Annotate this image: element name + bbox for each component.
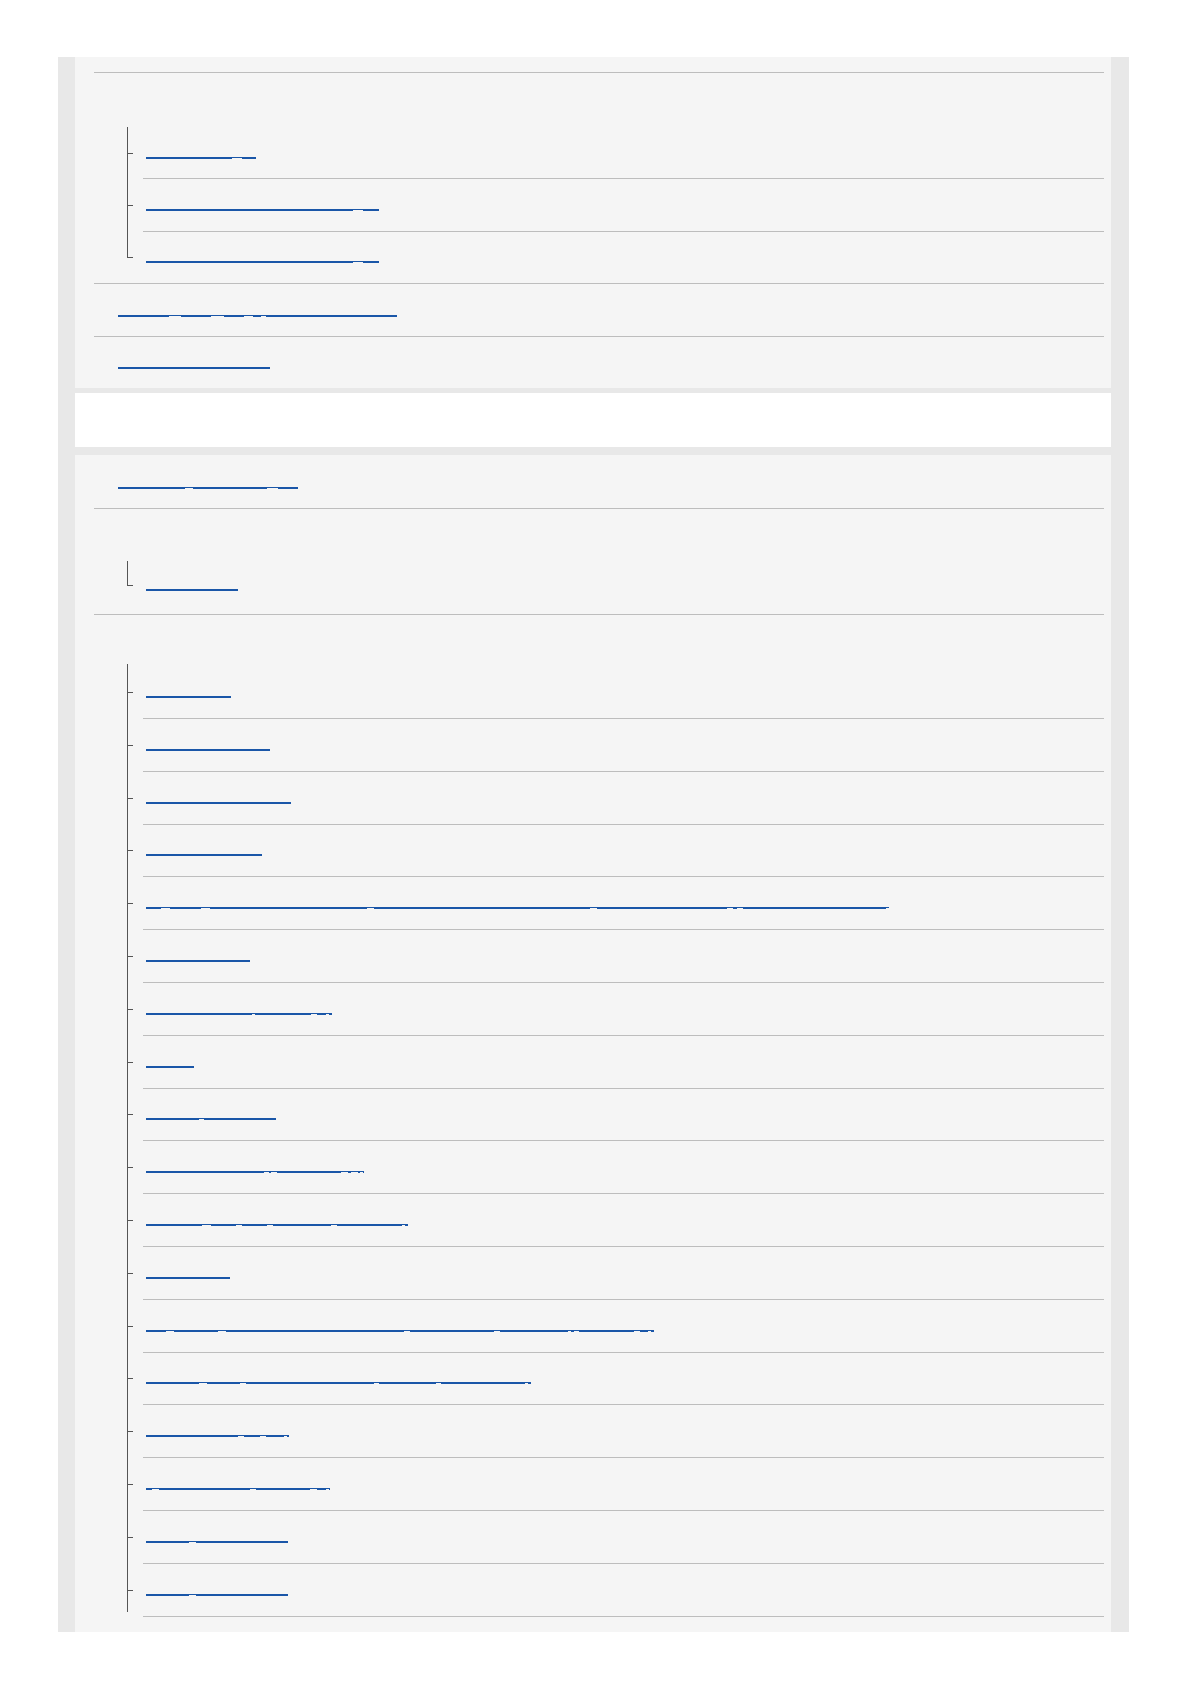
- subtopic-link[interactable]: [146, 954, 250, 962]
- divider: [94, 283, 1104, 284]
- divider: [143, 1088, 1104, 1089]
- tree-tick: [127, 1431, 133, 1432]
- tree-tick: [127, 1273, 133, 1274]
- topic-link[interactable]: [118, 309, 397, 317]
- divider: [94, 614, 1104, 615]
- divider: [143, 1457, 1104, 1458]
- subtopic-link[interactable]: [146, 1165, 364, 1173]
- subtopic-link[interactable]: [146, 796, 291, 804]
- divider: [143, 1246, 1104, 1247]
- section-gap: [75, 393, 1111, 447]
- subtopic-link[interactable]: [146, 1218, 408, 1226]
- tree-tick: [127, 1378, 133, 1379]
- tree-tick: [127, 1220, 133, 1221]
- tree-tick: [127, 1484, 133, 1485]
- tree-tick: [127, 1326, 133, 1327]
- tree-tick: [127, 798, 133, 799]
- tree-tick: [127, 1167, 133, 1168]
- divider: [143, 771, 1104, 772]
- subtopic-link[interactable]: [146, 1112, 276, 1120]
- subtopic-link[interactable]: [146, 1324, 654, 1332]
- divider: [143, 178, 1104, 179]
- subtopic-link[interactable]: [146, 255, 379, 263]
- divider: [143, 1299, 1104, 1300]
- divider: [94, 336, 1104, 337]
- subtopic-link[interactable]: [146, 901, 889, 909]
- subtopic-link[interactable]: [146, 690, 231, 698]
- divider: [143, 1140, 1104, 1141]
- subtopic-link[interactable]: [146, 583, 238, 591]
- divider: [143, 982, 1104, 983]
- divider: [143, 1035, 1104, 1036]
- divider: [143, 231, 1104, 232]
- topic-link[interactable]: [118, 361, 270, 369]
- subtopic-link[interactable]: [146, 1588, 288, 1596]
- tree-connector: [127, 127, 128, 257]
- divider: [143, 1404, 1104, 1405]
- divider: [94, 72, 1104, 73]
- divider: [143, 876, 1104, 877]
- subtopic-link[interactable]: [146, 743, 270, 751]
- subtopic-link[interactable]: [146, 1060, 194, 1068]
- tree-tick: [127, 692, 133, 693]
- divider: [143, 1193, 1104, 1194]
- tree-connector: [127, 561, 128, 585]
- tree-tick: [127, 1114, 133, 1115]
- tree-tick: [127, 903, 133, 904]
- subtopic-link[interactable]: [146, 1271, 230, 1279]
- divider: [143, 1510, 1104, 1511]
- tree-connector: [127, 664, 128, 1612]
- divider: [143, 1616, 1104, 1617]
- tree-tick: [127, 1062, 133, 1063]
- tree-tick: [127, 850, 133, 851]
- tree-tick: [127, 205, 133, 206]
- tree-tick: [127, 257, 133, 258]
- subtopic-link[interactable]: [146, 203, 379, 211]
- divider: [143, 929, 1104, 930]
- subtopic-link[interactable]: [146, 1007, 332, 1015]
- divider: [143, 824, 1104, 825]
- tree-tick: [127, 153, 133, 154]
- tree-tick: [127, 1009, 133, 1010]
- tree-tick: [127, 585, 133, 586]
- tree-tick: [127, 745, 133, 746]
- tree-tick: [127, 1537, 133, 1538]
- divider: [94, 508, 1104, 509]
- divider: [143, 1563, 1104, 1564]
- subtopic-link[interactable]: [146, 151, 256, 159]
- divider: [143, 1352, 1104, 1353]
- subtopic-link[interactable]: [146, 1482, 330, 1490]
- topic-link[interactable]: [118, 481, 298, 489]
- subtopic-link[interactable]: [146, 1429, 289, 1437]
- nav-panel-a: [75, 57, 1111, 388]
- tree-tick: [127, 1590, 133, 1591]
- tree-tick: [127, 956, 133, 957]
- nav-panel-b: [75, 455, 1111, 1632]
- subtopic-link[interactable]: [146, 1376, 531, 1384]
- divider: [143, 718, 1104, 719]
- subtopic-link[interactable]: [146, 848, 262, 856]
- subtopic-link[interactable]: [146, 1535, 288, 1543]
